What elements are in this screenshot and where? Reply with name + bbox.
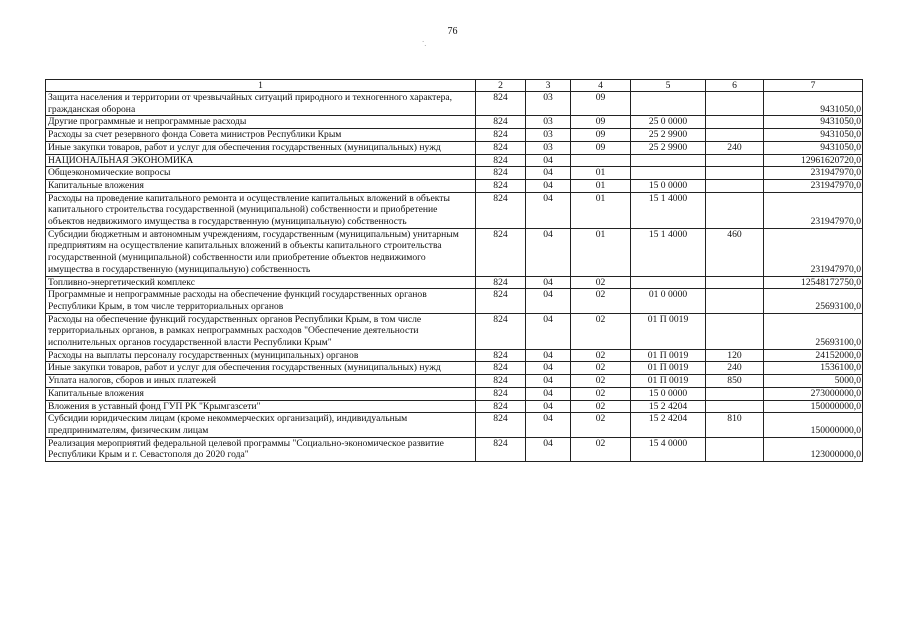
table-row <box>46 167 863 180</box>
col-header-3: 3 <box>526 80 571 92</box>
row-subsection: 02 <box>571 289 631 313</box>
row-target-article: 01 П 0019 <box>631 313 706 349</box>
table-row <box>46 129 863 142</box>
table-row <box>46 400 863 413</box>
row-expense-type <box>706 313 764 349</box>
table-row <box>46 179 863 192</box>
row-subsection: 01 <box>571 228 631 276</box>
row-expense-type: 120 <box>706 349 764 362</box>
row-subsection: 02 <box>571 400 631 413</box>
row-section: 04 <box>526 228 571 276</box>
row-subsection: 02 <box>571 349 631 362</box>
row-expense-type <box>706 92 764 116</box>
row-section: 04 <box>526 413 571 437</box>
table-row <box>46 375 863 388</box>
row-target-article <box>631 92 706 116</box>
row-amount: 150000000,0 <box>764 413 863 437</box>
col-header-2: 2 <box>476 80 526 92</box>
row-amount: 231947970,0 <box>764 167 863 180</box>
row-target-article <box>631 276 706 289</box>
row-name: Капитальные вложения <box>46 387 476 400</box>
row-section: 04 <box>526 154 571 167</box>
row-amount: 231947970,0 <box>764 179 863 192</box>
row-target-article: 15 1 4000 <box>631 228 706 276</box>
row-section: 03 <box>526 141 571 154</box>
row-admin-code: 824 <box>476 362 526 375</box>
row-admin-code: 824 <box>476 413 526 437</box>
row-amount: 123000000,0 <box>764 437 863 461</box>
row-name: Капитальные вложения <box>46 179 476 192</box>
row-target-article: 15 0 0000 <box>631 387 706 400</box>
row-expense-type <box>706 387 764 400</box>
row-target-article: 15 4 0000 <box>631 437 706 461</box>
row-expense-type <box>706 276 764 289</box>
row-amount: 273000000,0 <box>764 387 863 400</box>
row-admin-code: 824 <box>476 92 526 116</box>
row-target-article: 15 2 4204 <box>631 413 706 437</box>
row-expense-type: 850 <box>706 375 764 388</box>
table-row <box>46 387 863 400</box>
row-name: НАЦИОНАЛЬНАЯ ЭКОНОМИКА <box>46 154 476 167</box>
row-admin-code: 824 <box>476 192 526 228</box>
row-subsection: 02 <box>571 375 631 388</box>
scan-speck: `. <box>422 40 427 48</box>
row-section: 04 <box>526 375 571 388</box>
row-name: Программные и непрограммные расходы на обеспечение функций государственных органов Республики Крым, в том числе территориальных органов <box>46 289 476 313</box>
row-subsection: 01 <box>571 192 631 228</box>
row-target-article: 15 0 0000 <box>631 179 706 192</box>
row-expense-type: 460 <box>706 228 764 276</box>
row-section: 04 <box>526 179 571 192</box>
row-expense-type <box>706 192 764 228</box>
row-section: 04 <box>526 192 571 228</box>
row-amount: 25693100,0 <box>764 313 863 349</box>
row-amount: 12548172750,0 <box>764 276 863 289</box>
row-subsection: 02 <box>571 413 631 437</box>
row-admin-code: 824 <box>476 387 526 400</box>
row-name: Вложения в уставный фонд ГУП РК "Крымгазсети" <box>46 400 476 413</box>
row-target-article: 25 2 9900 <box>631 141 706 154</box>
col-header-7: 7 <box>764 80 863 92</box>
row-name: Уплата налогов, сборов и иных платежей <box>46 375 476 388</box>
row-target-article <box>631 167 706 180</box>
table-row <box>46 413 863 437</box>
table-row <box>46 437 863 461</box>
row-section: 04 <box>526 276 571 289</box>
row-admin-code: 824 <box>476 437 526 461</box>
row-expense-type <box>706 129 764 142</box>
page-number: 76 <box>447 26 458 37</box>
row-name: Расходы на проведение капитального ремонта и осуществление капитальных вложений в объекты капитального строительства государственной (муниципальной) собственности и приобретение объектов недвижимого имущества в государственную (муниципальную) собственность <box>46 192 476 228</box>
row-section: 04 <box>526 362 571 375</box>
row-section: 04 <box>526 387 571 400</box>
row-expense-type: 810 <box>706 413 764 437</box>
table-row <box>46 349 863 362</box>
row-expense-type: 240 <box>706 362 764 375</box>
row-amount: 231947970,0 <box>764 192 863 228</box>
row-admin-code: 824 <box>476 349 526 362</box>
row-name: Общеэкономические вопросы <box>46 167 476 180</box>
row-admin-code: 824 <box>476 179 526 192</box>
row-target-article: 15 2 4204 <box>631 400 706 413</box>
row-expense-type <box>706 154 764 167</box>
row-target-article: 01 П 0019 <box>631 375 706 388</box>
row-subsection <box>571 154 631 167</box>
row-target-article: 01 П 0019 <box>631 362 706 375</box>
row-section: 04 <box>526 167 571 180</box>
row-subsection: 01 <box>571 179 631 192</box>
row-section: 04 <box>526 313 571 349</box>
row-subsection: 09 <box>571 116 631 129</box>
table-row <box>46 276 863 289</box>
col-header-5: 5 <box>631 80 706 92</box>
col-header-6: 6 <box>706 80 764 92</box>
row-section: 03 <box>526 92 571 116</box>
row-name: Другие программные и непрограммные расходы <box>46 116 476 129</box>
row-name: Иные закупки товаров, работ и услуг для обеспечения государственных (муниципальных) нужд <box>46 362 476 375</box>
row-amount: 12961620720,0 <box>764 154 863 167</box>
row-name: Защита населения и территории от чрезвычайных ситуаций природного и техногенного характера, гражданская оборона <box>46 92 476 116</box>
row-subsection: 02 <box>571 387 631 400</box>
row-admin-code: 824 <box>476 375 526 388</box>
row-admin-code: 824 <box>476 167 526 180</box>
row-admin-code: 824 <box>476 129 526 142</box>
table-row <box>46 141 863 154</box>
row-expense-type: 240 <box>706 141 764 154</box>
row-name: Реализация мероприятий федеральной целевой программы "Социально-экономическое развитие Республики Крым и г. Севастополя до 2020 года" <box>46 437 476 461</box>
table-row <box>46 154 863 167</box>
row-subsection: 01 <box>571 167 631 180</box>
row-name: Субсидии бюджетным и автономным учреждениям, государственным (муниципальным) унитарным предприятиям на осуществление капитальных вложений в объекты капитального строительства государственной (муниципальной) собственности или приобретение объектов недвижимого имущества в государственную (муниципальную) собственность <box>46 228 476 276</box>
row-subsection: 02 <box>571 437 631 461</box>
row-admin-code: 824 <box>476 228 526 276</box>
row-expense-type <box>706 400 764 413</box>
table-row <box>46 362 863 375</box>
budget-table <box>45 79 863 462</box>
row-admin-code: 824 <box>476 141 526 154</box>
row-subsection: 09 <box>571 129 631 142</box>
table-row <box>46 192 863 228</box>
row-amount: 9431050,0 <box>764 129 863 142</box>
row-expense-type <box>706 167 764 180</box>
row-name: Топливно-энергетический комплекс <box>46 276 476 289</box>
row-expense-type <box>706 289 764 313</box>
row-admin-code: 824 <box>476 400 526 413</box>
row-admin-code: 824 <box>476 276 526 289</box>
row-name: Расходы за счет резервного фонда Совета министров Республики Крым <box>46 129 476 142</box>
row-section: 03 <box>526 116 571 129</box>
row-subsection: 09 <box>571 92 631 116</box>
row-amount: 1536100,0 <box>764 362 863 375</box>
row-expense-type <box>706 116 764 129</box>
table-row <box>46 289 863 313</box>
table-row <box>46 313 863 349</box>
row-amount: 9431050,0 <box>764 116 863 129</box>
col-header-1: 1 <box>46 80 476 92</box>
row-admin-code: 824 <box>476 116 526 129</box>
row-amount: 9431050,0 <box>764 141 863 154</box>
row-amount: 5000,0 <box>764 375 863 388</box>
table-row <box>46 92 863 116</box>
table-header-row <box>46 80 863 92</box>
row-amount: 9431050,0 <box>764 92 863 116</box>
table-row <box>46 116 863 129</box>
row-amount: 231947970,0 <box>764 228 863 276</box>
row-admin-code: 824 <box>476 154 526 167</box>
row-target-article <box>631 154 706 167</box>
row-name: Расходы на обеспечение функций государственных органов Республики Крым, в том числе территориальных органов, в рамках непрограммных расходов "Обеспечение деятельности исполнительных органов государственной власти Республики Крым" <box>46 313 476 349</box>
row-admin-code: 824 <box>476 289 526 313</box>
table-row <box>46 228 863 276</box>
row-subsection: 02 <box>571 313 631 349</box>
row-name: Иные закупки товаров, работ и услуг для обеспечения государственных (муниципальных) нужд <box>46 141 476 154</box>
row-section: 04 <box>526 289 571 313</box>
row-subsection: 09 <box>571 141 631 154</box>
row-admin-code: 824 <box>476 313 526 349</box>
row-name: Субсидии юридическим лицам (кроме некоммерческих организаций), индивидуальным предпринимателям, физическим лицам <box>46 413 476 437</box>
row-amount: 24152000,0 <box>764 349 863 362</box>
row-expense-type <box>706 179 764 192</box>
row-subsection: 02 <box>571 362 631 375</box>
row-target-article: 25 0 0000 <box>631 116 706 129</box>
row-expense-type <box>706 437 764 461</box>
row-name: Расходы на выплаты персоналу государственных (муниципальных) органов <box>46 349 476 362</box>
row-amount: 150000000,0 <box>764 400 863 413</box>
row-target-article: 01 0 0000 <box>631 289 706 313</box>
row-amount: 25693100,0 <box>764 289 863 313</box>
row-subsection: 02 <box>571 276 631 289</box>
row-section: 04 <box>526 349 571 362</box>
row-target-article: 15 1 4000 <box>631 192 706 228</box>
row-section: 03 <box>526 129 571 142</box>
row-section: 04 <box>526 437 571 461</box>
col-header-4: 4 <box>571 80 631 92</box>
row-target-article: 25 2 9900 <box>631 129 706 142</box>
row-target-article: 01 П 0019 <box>631 349 706 362</box>
row-section: 04 <box>526 400 571 413</box>
